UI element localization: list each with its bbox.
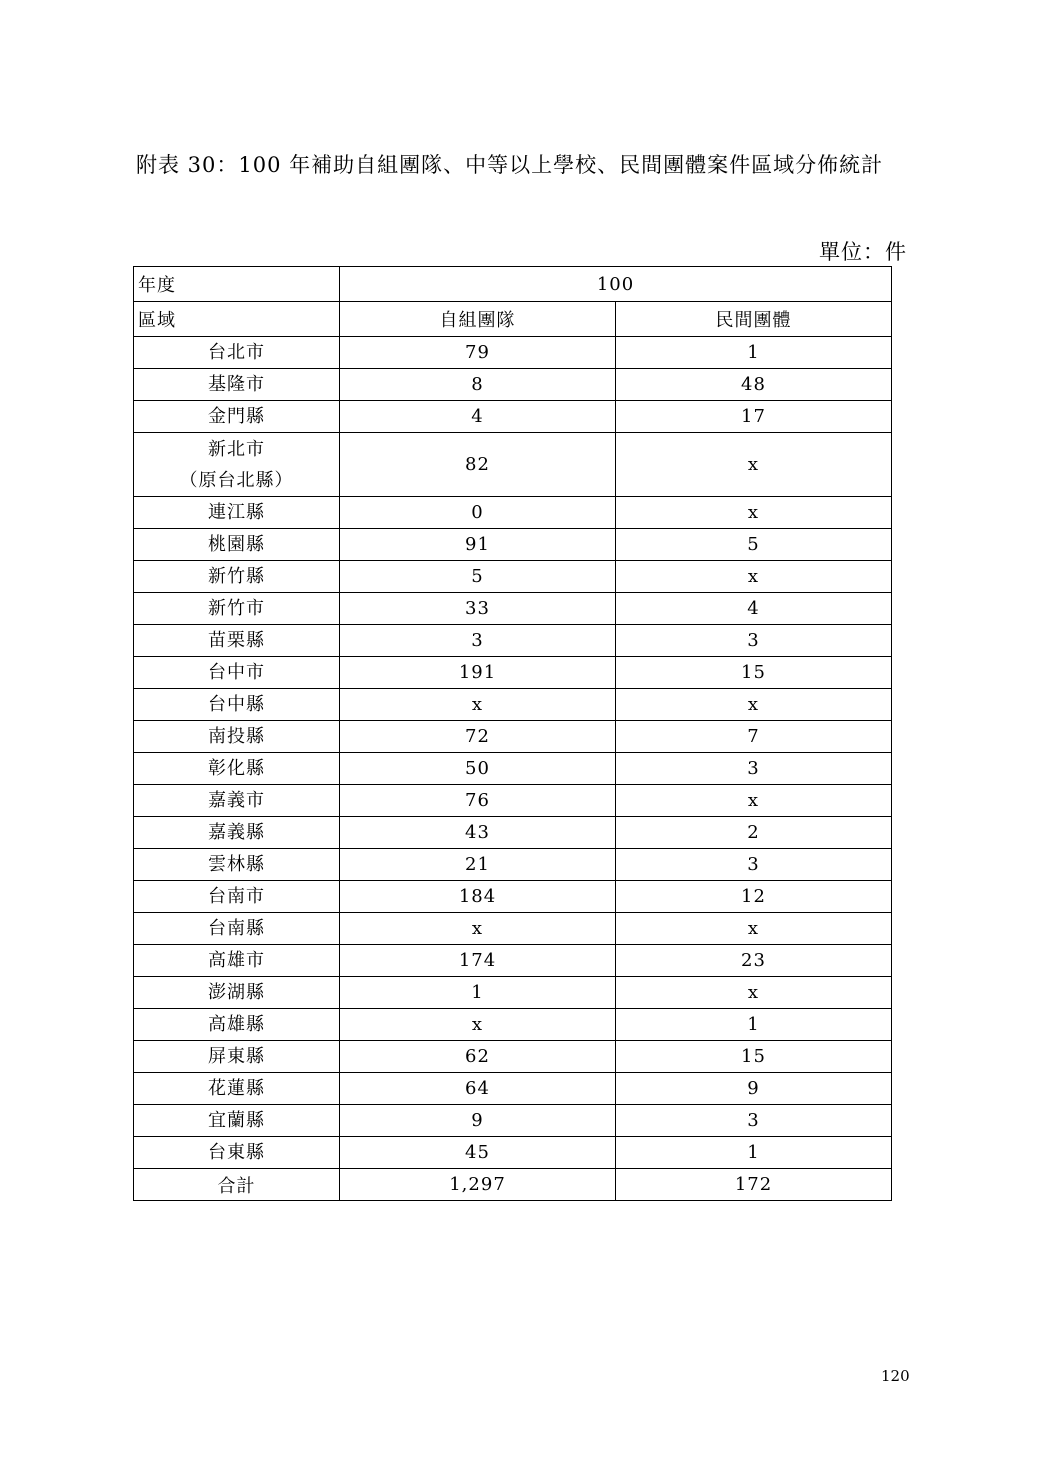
- civil-group-cell: 12: [616, 881, 892, 913]
- self-organized-team-cell: 8: [340, 369, 616, 401]
- civil-group-cell: 9: [616, 1073, 892, 1105]
- table-row: [134, 817, 892, 849]
- table-row: [134, 561, 892, 593]
- table-row: [134, 593, 892, 625]
- self-organized-team-cell: 62: [340, 1041, 616, 1073]
- region-name: 新竹縣: [208, 566, 265, 587]
- region-name: 嘉義縣: [208, 822, 265, 843]
- region-header-cell: 區域: [134, 302, 340, 337]
- table-row: [134, 1137, 892, 1169]
- self-organized-team-cell: 91: [340, 529, 616, 561]
- self-organized-team-cell: 174: [340, 945, 616, 977]
- table-row: [134, 881, 892, 913]
- table-row: [134, 369, 892, 401]
- region-name: 金門縣: [208, 406, 265, 427]
- table-row: [134, 849, 892, 881]
- region-name: 苗栗縣: [208, 630, 265, 651]
- table-row: [134, 529, 892, 561]
- civil-group-cell: 1: [616, 1009, 892, 1041]
- table-row: [134, 913, 892, 945]
- region-statistics-table: [133, 266, 892, 1201]
- civil-group-cell: 2: [616, 817, 892, 849]
- table-row: [134, 1041, 892, 1073]
- region-cell: [134, 1073, 340, 1105]
- region-cell: [134, 337, 340, 369]
- civil-group-cell: 3: [616, 849, 892, 881]
- self-organized-team-cell: 82: [340, 433, 616, 497]
- region-cell: [134, 689, 340, 721]
- region-name: 高雄市: [208, 950, 265, 971]
- table-row: [134, 945, 892, 977]
- region-cell: [134, 497, 340, 529]
- year-header-cell: 年度: [134, 267, 340, 302]
- region-name: 南投縣: [208, 726, 265, 747]
- total-col1-cell: 1,297: [340, 1169, 616, 1201]
- civil-group-cell: 15: [616, 1041, 892, 1073]
- region-cell: [134, 1105, 340, 1137]
- region-name: 台南縣: [208, 918, 265, 939]
- self-organized-team-cell: 4: [340, 401, 616, 433]
- civil-group-cell: x: [616, 689, 892, 721]
- table-row: [134, 337, 892, 369]
- region-name: 彰化縣: [208, 758, 265, 779]
- table-row: [134, 625, 892, 657]
- region-name: 澎湖縣: [208, 982, 265, 1003]
- civil-group-cell: 23: [616, 945, 892, 977]
- region-cell: [134, 593, 340, 625]
- civil-group-cell: x: [616, 433, 892, 497]
- region-cell: [134, 1041, 340, 1073]
- region-cell: [134, 1137, 340, 1169]
- region-name: 宜蘭縣: [208, 1110, 265, 1131]
- region-name: 台北市: [208, 342, 265, 363]
- region-cell: [134, 657, 340, 689]
- region-name: 基隆市: [208, 374, 265, 395]
- self-organized-team-cell: 21: [340, 849, 616, 881]
- region-cell: [134, 1009, 340, 1041]
- region-cell: [134, 433, 340, 497]
- table-row: [134, 753, 892, 785]
- self-organized-team-cell: 1: [340, 977, 616, 1009]
- civil-group-cell: 4: [616, 593, 892, 625]
- region-cell: [134, 913, 340, 945]
- unit-label: 單位：件: [819, 240, 907, 264]
- region-cell: [134, 753, 340, 785]
- region-name: 花蓮縣: [208, 1078, 265, 1099]
- region-cell: [134, 721, 340, 753]
- region-name: 台南市: [208, 886, 265, 907]
- total-label-cell: 合計: [134, 1169, 340, 1201]
- civil-group-cell: 17: [616, 401, 892, 433]
- region-cell: [134, 369, 340, 401]
- civil-group-cell: x: [616, 561, 892, 593]
- region-name: 台中縣: [208, 694, 265, 715]
- region-name: 嘉義市: [208, 790, 265, 811]
- self-organized-team-cell: 76: [340, 785, 616, 817]
- header-row-year: [134, 267, 892, 302]
- region-cell: [134, 881, 340, 913]
- table-row: [134, 1105, 892, 1137]
- civil-group-cell: x: [616, 785, 892, 817]
- region-cell: [134, 625, 340, 657]
- year-value-cell: 100: [340, 267, 892, 302]
- region-name: 新北市: [208, 438, 265, 460]
- table-row: [134, 657, 892, 689]
- self-organized-team-cell: 72: [340, 721, 616, 753]
- self-organized-team-cell: x: [340, 689, 616, 721]
- self-organized-team-cell: 5: [340, 561, 616, 593]
- civil-group-cell: x: [616, 977, 892, 1009]
- table-row: [134, 977, 892, 1009]
- civil-group-cell: 7: [616, 721, 892, 753]
- region-cell: [134, 977, 340, 1009]
- table-row: [134, 1009, 892, 1041]
- table-row: [134, 401, 892, 433]
- table-row: [134, 497, 892, 529]
- civil-group-cell: 3: [616, 753, 892, 785]
- region-cell: [134, 529, 340, 561]
- region-name: 雲林縣: [208, 854, 265, 875]
- region-note: （原台北縣）: [179, 469, 294, 491]
- self-organized-team-cell: 43: [340, 817, 616, 849]
- self-organized-team-cell: x: [340, 913, 616, 945]
- self-organized-team-header: 自組團隊: [340, 302, 616, 337]
- self-organized-team-cell: 0: [340, 497, 616, 529]
- civil-group-cell: 5: [616, 529, 892, 561]
- table-row: [134, 689, 892, 721]
- civil-group-cell: 1: [616, 337, 892, 369]
- header-row-columns: [134, 302, 892, 337]
- self-organized-team-cell: x: [340, 1009, 616, 1041]
- self-organized-team-cell: 64: [340, 1073, 616, 1105]
- table-row: [134, 433, 892, 497]
- self-organized-team-cell: 191: [340, 657, 616, 689]
- total-col2-cell: 172: [616, 1169, 892, 1201]
- table-caption: 附表 30：100 年補助自組團隊、中等以上學校、民間團體案件區域分佈統計: [136, 153, 884, 177]
- table-body: [134, 337, 892, 1169]
- region-name: 連江縣: [208, 502, 265, 523]
- region-cell: [134, 785, 340, 817]
- self-organized-team-cell: 45: [340, 1137, 616, 1169]
- table-row: [134, 1073, 892, 1105]
- civil-group-cell: 3: [616, 1105, 892, 1137]
- civil-group-cell: 1: [616, 1137, 892, 1169]
- civil-group-cell: x: [616, 497, 892, 529]
- region-cell: [134, 401, 340, 433]
- region-cell: [134, 817, 340, 849]
- total-row: [134, 1169, 892, 1201]
- self-organized-team-cell: 9: [340, 1105, 616, 1137]
- table-row: [134, 721, 892, 753]
- table-row: [134, 785, 892, 817]
- region-name: 台中市: [208, 662, 265, 683]
- region-cell: [134, 945, 340, 977]
- civil-group-cell: 15: [616, 657, 892, 689]
- region-name: 桃園縣: [208, 534, 265, 555]
- self-organized-team-cell: 79: [340, 337, 616, 369]
- region-name: 高雄縣: [208, 1014, 265, 1035]
- region-name: 台東縣: [208, 1142, 265, 1163]
- region-name: 新竹市: [208, 598, 265, 619]
- self-organized-team-cell: 3: [340, 625, 616, 657]
- self-organized-team-cell: 33: [340, 593, 616, 625]
- civil-group-cell: 3: [616, 625, 892, 657]
- page-number: 120: [881, 1367, 910, 1385]
- civil-group-header: 民間團體: [616, 302, 892, 337]
- self-organized-team-cell: 184: [340, 881, 616, 913]
- region-name: 屏東縣: [208, 1046, 265, 1067]
- civil-group-cell: x: [616, 913, 892, 945]
- civil-group-cell: 48: [616, 369, 892, 401]
- region-cell: [134, 561, 340, 593]
- region-cell: [134, 849, 340, 881]
- self-organized-team-cell: 50: [340, 753, 616, 785]
